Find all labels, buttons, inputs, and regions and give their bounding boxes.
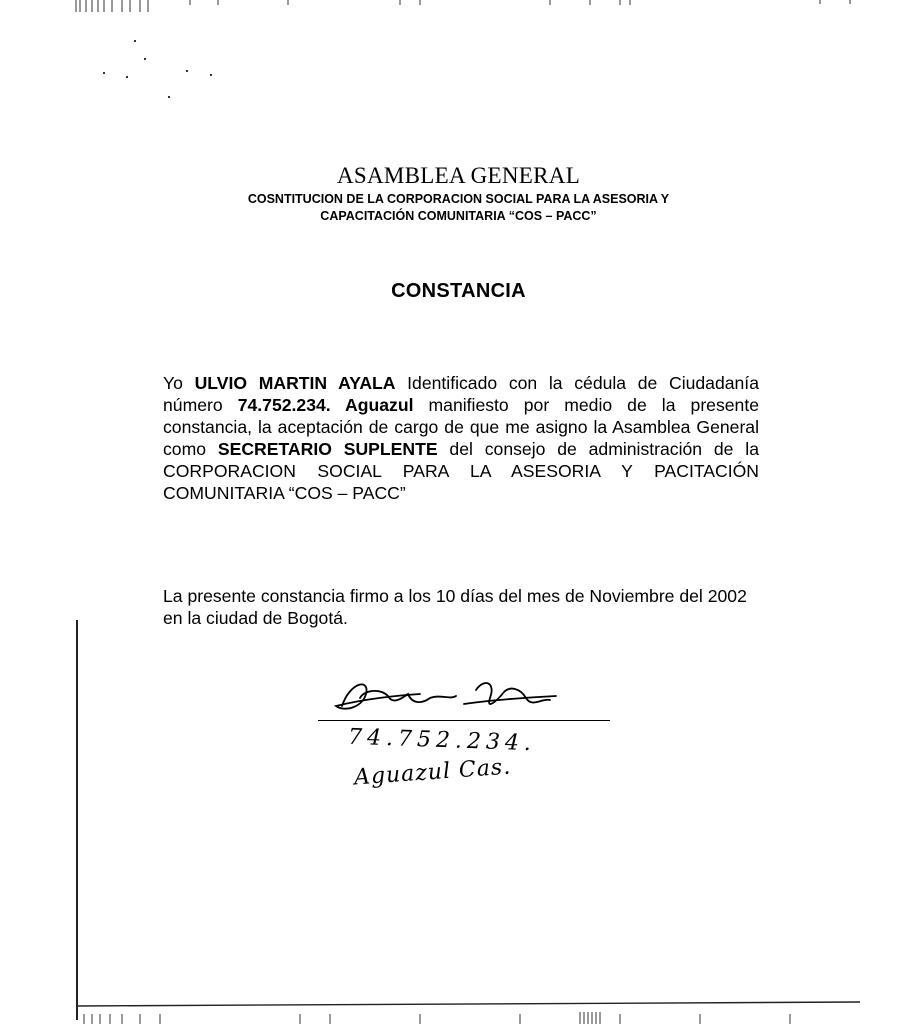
- id-number: 74.752.234. Aguazul: [237, 395, 414, 415]
- signature-line: [318, 720, 610, 721]
- scan-artifact-top: [0, 0, 917, 14]
- body-text-part: del consejo de administración de la CORPORACION SOCIAL PARA LA ASESORIA Y PACITACIÓN COMUNITARIA “COS – PACC”: [163, 439, 759, 503]
- document-type-heading: CONSTANCIA: [391, 280, 526, 302]
- assembly-title: ASAMBLEA GENERAL: [336, 163, 581, 188]
- handwritten-city: Aguazul Cas.: [353, 754, 512, 791]
- body-text-part: Identificado con la cédula de Ciudadanía número: [163, 373, 759, 415]
- scan-left-edge: [76, 620, 80, 1020]
- corporation-subtitle: [150, 191, 767, 225]
- role-title: SECRETARIO SUPLENTE: [217, 439, 438, 459]
- closing-paragraph: La presente constancia firmo a los 10 días del mes de Noviembre del 2002 en la ciudad de Bogotá.: [163, 586, 747, 628]
- scan-artifact-bottom: [0, 1000, 917, 1024]
- handwritten-id-number: 74.752.234.: [347, 724, 537, 757]
- signature-block: [300, 660, 630, 810]
- subtitle-line-2: CAPACITACIÓN COMUNITARIA “COS – PACC”: [320, 209, 597, 223]
- declarant-name: ULVIO MARTIN AYALA: [194, 373, 396, 393]
- subtitle-line-1: COSNTITUCION DE LA CORPORACION SOCIAL PARA LA ASESORIA Y: [247, 192, 670, 206]
- body-text-part: manifiesto por medio de la presente constancia, la aceptación de cargo de que me asigno la Asamblea General como: [163, 395, 759, 459]
- body-text-part: Yo: [163, 373, 195, 393]
- declaration-paragraph: [163, 372, 759, 504]
